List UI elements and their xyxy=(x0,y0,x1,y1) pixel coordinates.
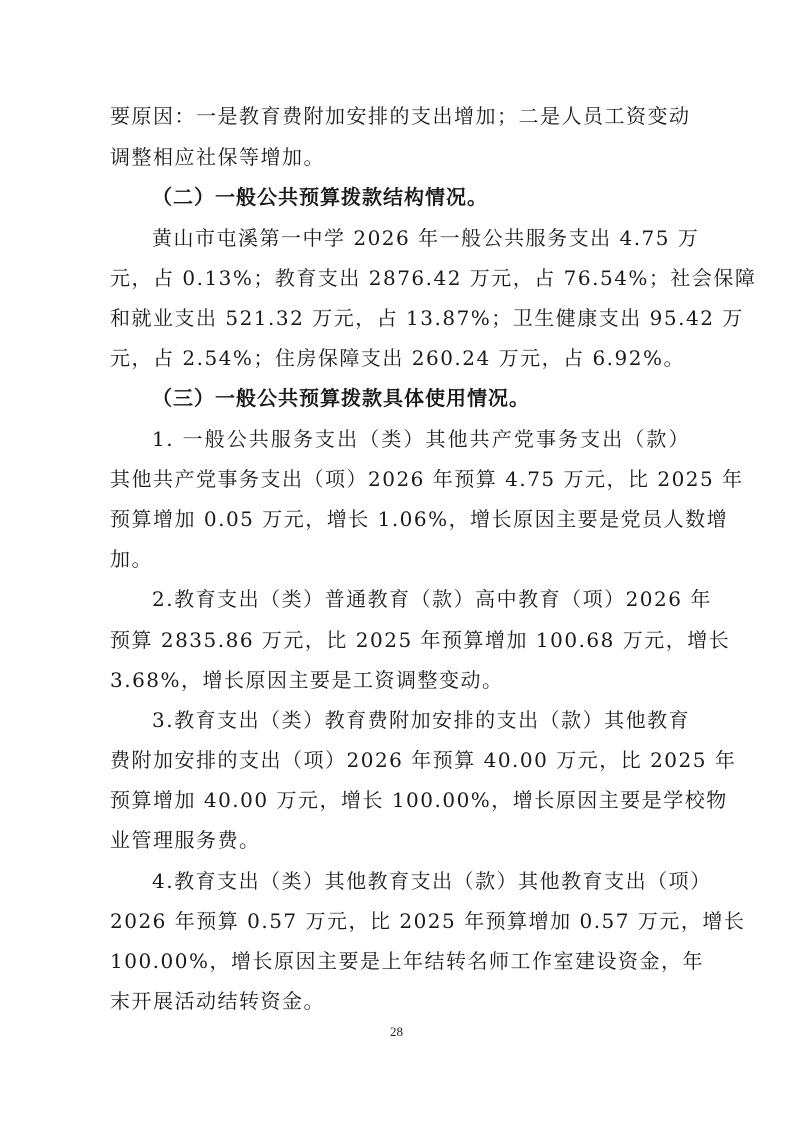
paragraph-line: 2026 年预算 0.57 万元，比 2025 年预算增加 0.57 万元，增长 xyxy=(110,909,746,933)
paragraph-line: 和就业支出 521.32 万元，占 13.87%；卫生健康支出 95.42 万 xyxy=(110,306,744,330)
paragraph-line: 元，占 2.54%；住房保障支出 260.24 万元，占 6.92%。 xyxy=(110,346,685,370)
paragraph-line: 2.教育支出（类）普通教育（款）高中教育（项）2026 年 xyxy=(152,587,712,611)
paragraph-line: 100.00%，增长原因主要是上年结转名师工作室建设资金，年 xyxy=(110,949,704,973)
paragraph-line: 加。 xyxy=(110,547,153,571)
section-heading: （二）一般公共预算拨款结构情况。 xyxy=(152,185,488,209)
paragraph-line: 费附加安排的支出（项）2026 年预算 40.00 万元，比 2025 年 xyxy=(110,748,737,772)
paragraph-line: 末开展活动结转资金。 xyxy=(110,989,325,1013)
paragraph-line: 3.68%，增长原因主要是工资调整变动。 xyxy=(110,668,504,692)
paragraph-line: 预算 2835.86 万元，比 2025 年预算增加 100.68 万元，增长 xyxy=(110,628,731,652)
section-heading: （三）一般公共预算拨款具体使用情况。 xyxy=(152,386,530,410)
paragraph-line: 预算增加 0.05 万元，增长 1.06%，增长原因主要是党员人数增 xyxy=(110,507,729,531)
paragraph-line: 其他共产党事务支出（项）2026 年预算 4.75 万元，比 2025 年 xyxy=(110,467,744,491)
paragraph-line: 4.教育支出（类）其他教育支出（款）其他教育支出（项） xyxy=(152,869,712,893)
page-number: 28 xyxy=(390,1024,403,1039)
paragraph-line: 黄山市屯溪第一中学 2026 年一般公共服务支出 4.75 万 xyxy=(152,226,700,250)
paragraph-line: 调整相应社保等增加。 xyxy=(110,145,325,169)
paragraph-line: 3.教育支出（类）教育费附加安排的支出（款）其他教育 xyxy=(152,708,691,732)
paragraph-line: 元，占 0.13%；教育支出 2876.42 万元，占 76.54%；社会保障 xyxy=(110,266,757,290)
paragraph-line: 业管理服务费。 xyxy=(110,828,261,852)
paragraph-line: 1. 一般公共服务支出（类）其他共产党事务支出（款） xyxy=(152,427,690,451)
paragraph-line: 要原因：一是教育费附加安排的支出增加；二是人员工资变动 xyxy=(110,104,691,128)
paragraph-line: 预算增加 40.00 万元，增长 100.00%，增长原因主要是学校物 xyxy=(110,788,728,812)
